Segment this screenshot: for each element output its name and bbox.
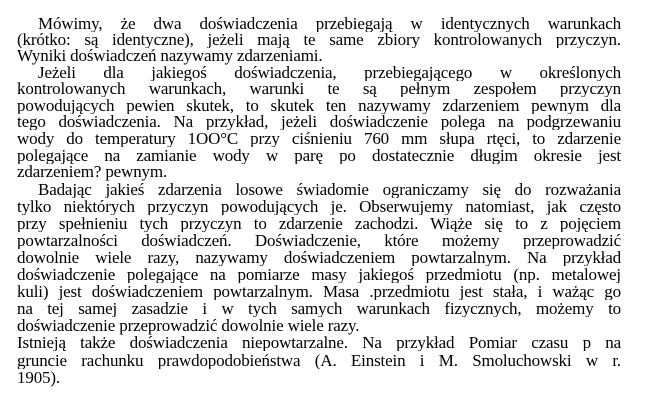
text-line-2: (krótko: są identyczne), jeżeli mają te same zbiory kontrolowanych przyczyn. — [17, 31, 621, 48]
text-line-7: tego doświadczenia. Na przykład, jeżeli doświadczenie polega na podgrzewaniu — [17, 113, 621, 130]
text-line-19: doświadczenie przeprowadzić dowolnie wiele razy. — [17, 316, 360, 335]
text-line-8: wody do temperatury 1OO°C przy ciśnieniu 760 mm słupa rtęci, to zdarzenie — [17, 130, 621, 147]
text-line-11: Badając jakieś zdarzenia losowe świadomie ograniczamy się do rozważania — [38, 181, 621, 198]
text-line-15: dowolnie wiele razy, nazywamy doświadczeniem powtarzalnym. Na przykład — [17, 249, 621, 266]
text-line-16: doświadczenie polegające na pomiarze masy jakiegoś przedmiotu (np. metalowej — [17, 266, 621, 283]
text-line-12: tylko niektórych przyczyn powodujących je. Obserwujemy natomiast, jak często — [17, 198, 621, 215]
text-line-1: Mówimy, że dwa doświadczenia przebiegają w identycznych warunkach — [38, 15, 621, 32]
text-line-3: Wyniki doświadczeń nazywamy zdarzeniami. — [17, 46, 323, 65]
text-line-22: 1905). — [17, 368, 61, 387]
text-line-5: kontrolowanych warunkach, warunki te są pełnym zespołem przyczyn — [17, 80, 621, 97]
text-line-4: Jeżeli dla jakiegoś doświadczenia, przebiegającego w określonych — [38, 64, 621, 81]
text-line-13: przy spełnieniu tych przyczyn to zdarzenie zachodzi. Wiąże się to z pojęciem — [17, 215, 621, 232]
text-line-10: zdarzeniem? pewnym. — [17, 162, 168, 181]
text-line-20: Istnieją także doświadczenia niepowtarzalne. Na przykład Pomiar czasu p na — [17, 334, 621, 351]
text-line-18: na tej samej zasadzie i w tych samych warunkach fizycznych, możemy to — [17, 300, 621, 317]
text-line-14: powtarzalności doświadczeń. Doświadczenie, które możemy przeprowadzić — [17, 232, 621, 249]
text-line-6: powodujących pewien skutek, to skutek ten nazywamy zdarzeniem pewnym dla — [17, 97, 621, 114]
text-line-17: kuli) jest doświadczeniem powtarzalnym. Masa .przedmiotu jest stała, i ważąc go — [17, 283, 621, 300]
text-line-21: gruncie rachunku prawdopodobieństwa (A. Einstein i M. Smoluchowski w r. — [17, 352, 621, 369]
text-line-9: polegające na zamianie wody w parę po dostatecznie długim okresie jest — [17, 147, 621, 164]
